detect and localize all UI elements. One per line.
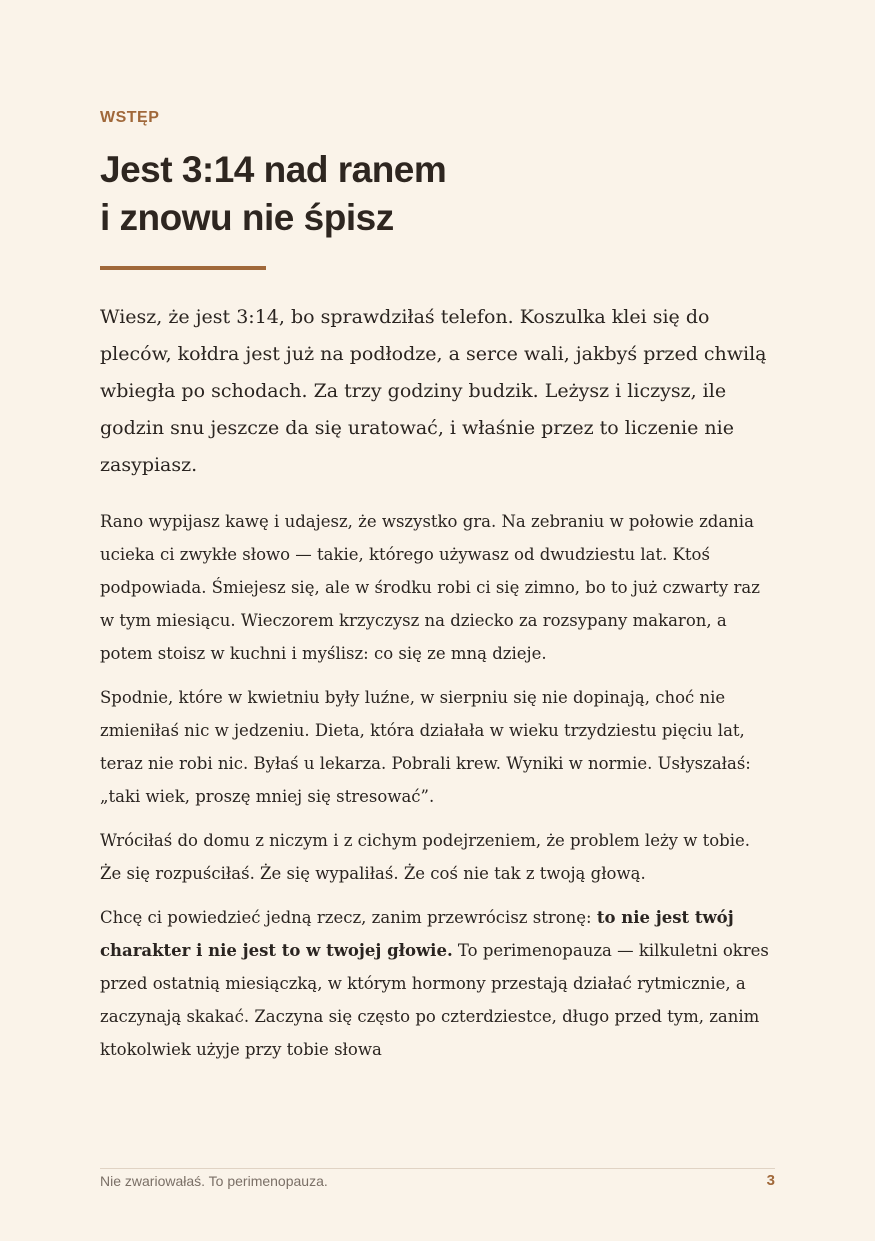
chapter-title-line-1: Jest 3:14 nad ranem [100,149,447,190]
page-number: 3 [766,1172,775,1189]
section-label: WSTĘP [100,109,160,126]
lead-paragraph: Wiesz, że jest 3:14, bo sprawdziłaś telefon. Koszulka klei się do pleców, kołdra jest już na podłodze, a serce wali, jakbyś przed chwilą wbiegła po schodach. Za trzy godziny budzik. Leżysz i liczysz, ile godzin snu jeszcze da się uratować, i właśnie przez to liczenie nie zasypiasz. [100,306,767,476]
running-footer-title: Nie zwariowałaś. To perimenopauza. [100,1173,328,1189]
chapter-title-line-2: i znowu nie śpisz [100,197,394,238]
book-page [100,0,775,1241]
paragraph-4-intro: Chcę ci powiedzieć jedną rzecz, zanim przewrócisz stronę: [100,908,597,927]
chapter-title [100,146,446,242]
body-text [100,505,775,1077]
footer-divider [100,1168,775,1169]
paragraph-4-emphasis: to nie jest twój charakter i nie jest to w twojej głowie. [100,908,734,960]
paragraph-1: Rano wypijasz kawę i udajesz, że wszystko gra. Na zebraniu w połowie zdania ucieka ci zwykłe słowo — takie, którego używasz od dwudziestu lat. Ktoś podpowiada. Śmiejesz się, ale w środku robi ci się zimno, bo to już czwarty raz w tym miesiącu. Wieczorem krzyczysz na dziecko za rozsypany makaron, a potem stoisz w kuchni i myślisz: co się ze mną dzieje. [100,512,760,663]
paragraph-3: Wróciłaś do domu z niczym i z cichym podejrzeniem, że problem leży w tobie. Że się rozpuściłaś. Że się wypaliłaś. Że coś nie tak z twoją głową. [100,831,751,883]
title-divider [100,266,266,270]
paragraph-4-rest: To perimenopauza — kilkuletni okres przed ostatnią miesiączką, w którym hormony przestają działać rytmicznie, a zaczynają skakać. Zaczyna się często po czterdziestce, długo przed tym, zanim ktokolwiek użyje przy tobie słowa [100,941,769,1059]
paragraph-2: Spodnie, które w kwietniu były luźne, w sierpniu się nie dopinają, choć nie zmieniłaś nic w jedzeniu. Dieta, która działała w wieku trzydziestu pięciu lat, teraz nie robi nic. Byłaś u lekarza. Pobrali krew. Wyniki w normie. Usłyszałaś: „taki wiek, proszę mniej się stresować”. [100,688,751,806]
paragraph-4 [100,901,775,1066]
